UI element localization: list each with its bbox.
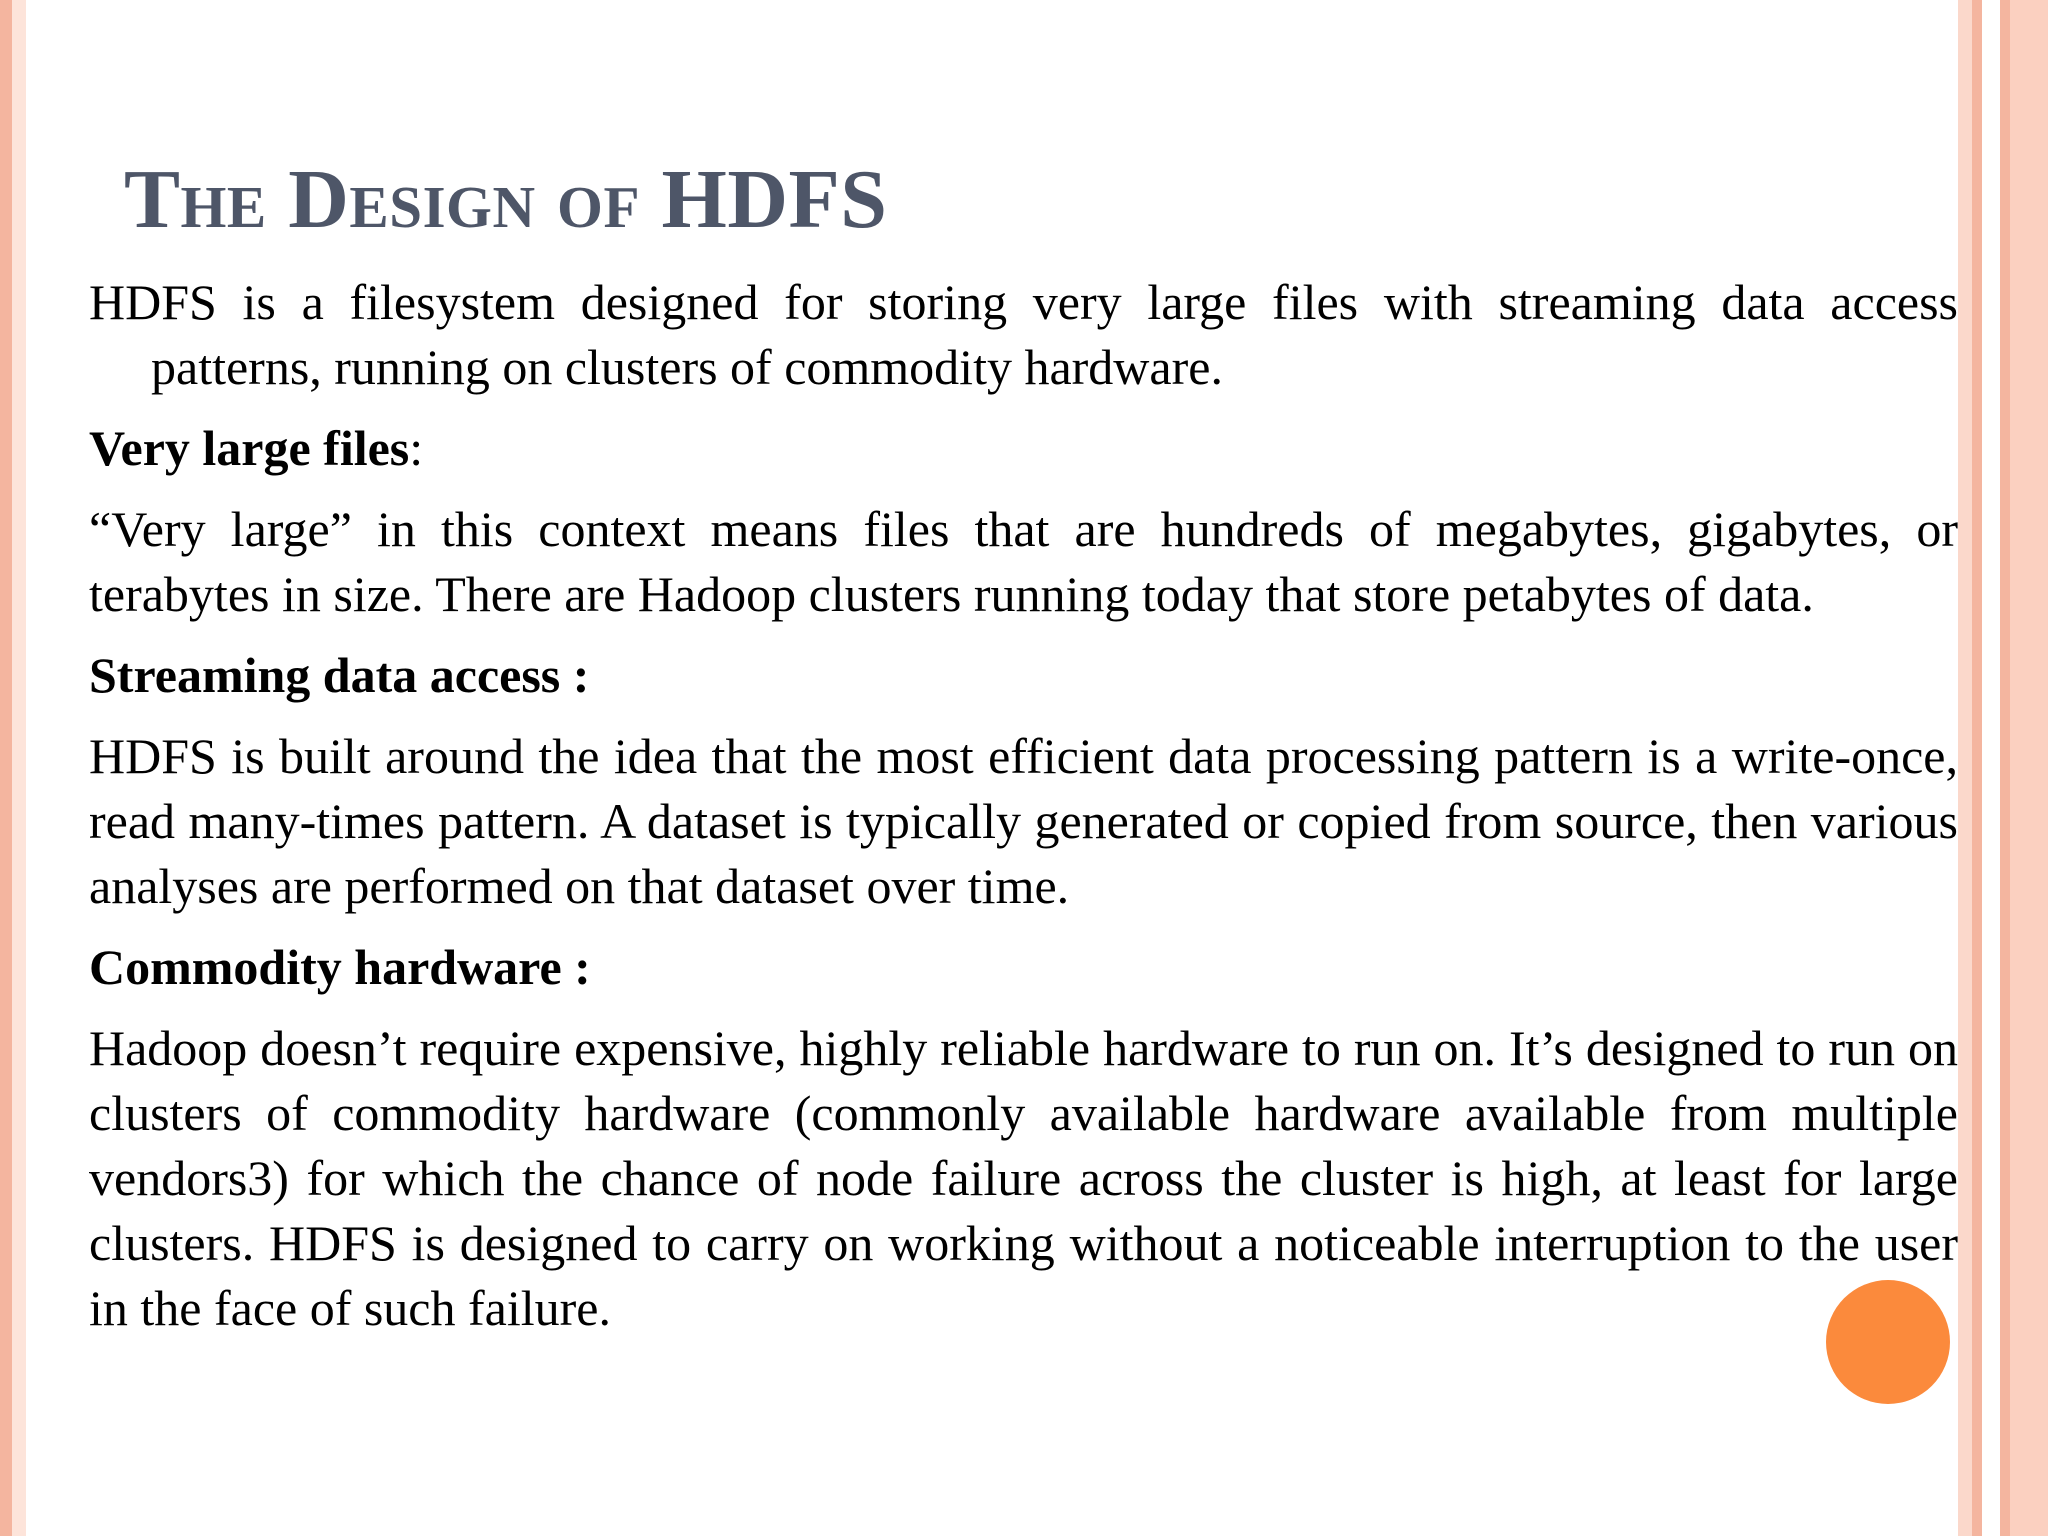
section-heading-colon: : <box>409 420 424 476</box>
right-border-stripe-4 <box>2010 0 2048 1536</box>
slide-body <box>89 270 1958 1357</box>
decorative-orange-circle <box>1826 1280 1950 1404</box>
section-body-streaming-data-access: HDFS is built around the idea that the most efficient data processing pattern is a write-once, read many-times pattern. A dataset is typically generated or copied from source, then various analyses are performed on that dataset over time. <box>89 728 1958 914</box>
slide-title: The Design of HDFS <box>124 153 888 246</box>
right-border-stripe-1 <box>1958 0 1972 1536</box>
section-heading-very-large-files <box>89 416 1958 481</box>
right-border-stripe-2 <box>1972 0 1982 1536</box>
section-body-commodity-hardware: Hadoop doesn’t require expensive, highly reliable hardware to run on. It’s designed to run on clusters of commodity hardware (commonly available hardware available from multiple vendors3) for which the chance of node failure across the cluster is high, at least for large clusters. HDFS is designed to carry on working without a noticeable interruption to the user in the face of such failure. <box>89 1020 1958 1336</box>
section-body-very-large-files: “Very large” in this context means files that are hundreds of megabytes, gigabytes, or terabytes in size. There are Hadoop clusters running today that store petabytes of data. <box>89 501 1958 622</box>
section-heading-commodity-hardware: Commodity hardware : <box>89 939 591 995</box>
left-border-stripe-light <box>12 0 26 1536</box>
right-border-gap <box>1982 0 2000 1536</box>
right-border-stripe-3 <box>2000 0 2010 1536</box>
section-heading-text: Very large files <box>89 420 410 476</box>
section-heading-streaming-data-access: Streaming data access : <box>89 647 590 703</box>
left-border-stripe <box>0 0 12 1536</box>
intro-paragraph: HDFS is a filesystem designed for storing very large files with streaming data access patterns, running on clusters of commodity hardware. <box>89 274 1958 395</box>
